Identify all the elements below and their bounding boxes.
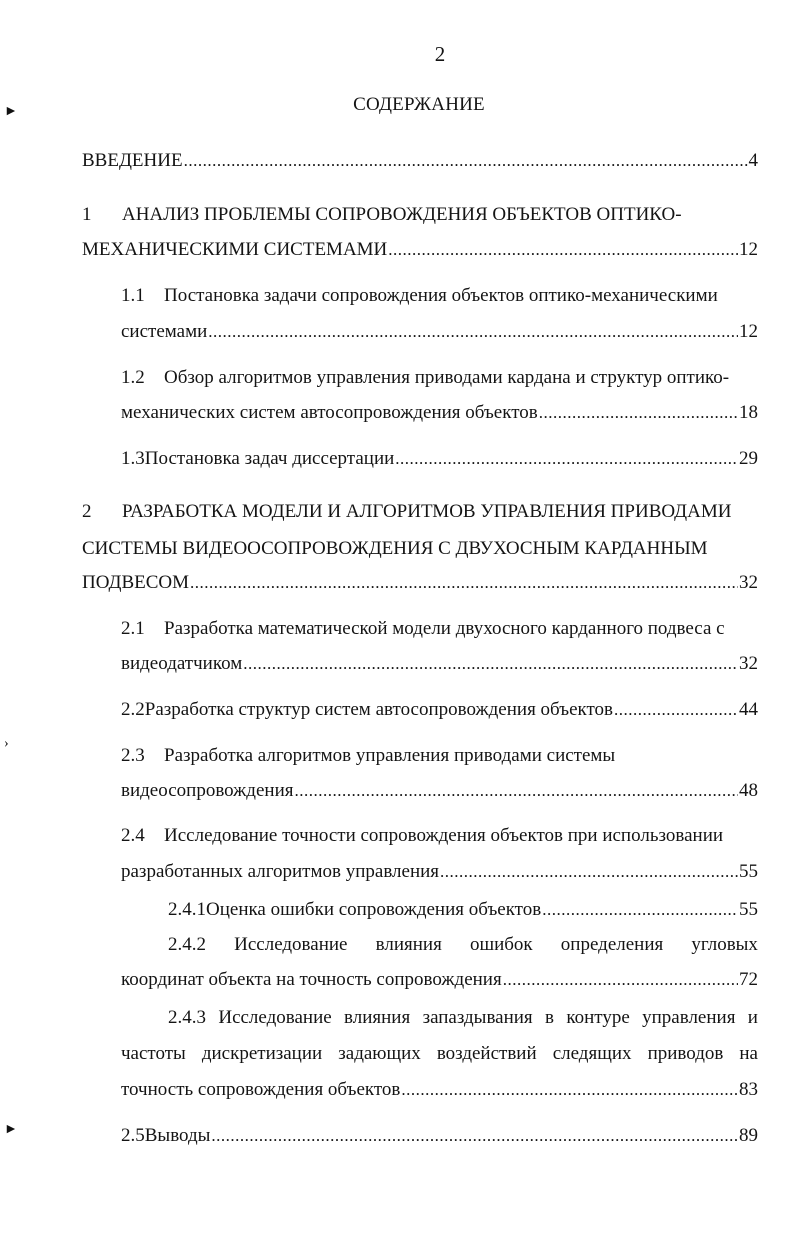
toc-chapter-1-line-2[interactable] <box>82 236 758 264</box>
toc-section-1-1-line-2[interactable] <box>121 318 758 346</box>
toc-word: на <box>739 1043 758 1064</box>
toc-entry-text: Постановка задач диссертации <box>144 448 395 469</box>
toc-word: дискретизации <box>201 1043 323 1064</box>
toc-entry-text: видеодатчиком <box>121 653 243 674</box>
toc-page-number: 32 <box>739 653 758 674</box>
toc-entry-number: 2.4 <box>121 825 145 846</box>
toc-entry-number: 2.3 <box>121 745 145 766</box>
dot-leader <box>614 696 738 724</box>
toc-page-number: 55 <box>739 899 758 920</box>
dot-leader <box>208 318 738 346</box>
toc-entry-text: ВВЕДЕНИЕ <box>82 150 183 171</box>
toc-section-2-3-line-2[interactable] <box>121 777 758 805</box>
toc-page-number: 83 <box>739 1079 758 1100</box>
toc-entry-text: МЕХАНИЧЕСКИМИ СИСТЕМАМИ <box>82 239 388 260</box>
toc-entry-text: ПОДВЕСОМ <box>82 572 190 593</box>
toc-word: управления <box>642 1007 736 1028</box>
toc-word: задающих <box>338 1043 421 1064</box>
dot-leader <box>184 147 748 175</box>
toc-page-number: 4 <box>748 150 758 171</box>
toc-word: приводов <box>647 1043 724 1064</box>
toc-page-number: 12 <box>739 321 758 342</box>
toc-entry-text: СИСТЕМЫ ВИДЕООСОПРОВОЖДЕНИЯ С ДВУХОСНЫМ КАРДАННЫМ <box>82 538 708 559</box>
toc-chapter-2-line-2[interactable] <box>82 535 758 563</box>
toc-page-number: 12 <box>739 239 758 260</box>
toc-section-2-4-line-1[interactable] <box>121 822 758 850</box>
toc-page-number: 18 <box>739 402 758 423</box>
toc-entry-text: системами <box>121 321 208 342</box>
toc-word: влияния <box>375 934 442 955</box>
toc-page-number: 72 <box>739 969 758 990</box>
toc-page-number: 89 <box>739 1125 758 1146</box>
toc-word: частоты <box>121 1043 186 1064</box>
toc-section-1-2-line-1[interactable] <box>121 364 758 392</box>
dot-leader <box>294 777 738 805</box>
toc-word: в <box>545 1007 555 1028</box>
toc-entry-text: механических систем автосопровождения объектов <box>121 402 538 423</box>
toc-entry-number: 2.1 <box>121 618 145 639</box>
toc-subsection-2-4-3-line-1[interactable] <box>168 1004 758 1032</box>
toc-word: воздействий <box>436 1043 537 1064</box>
toc-entry-text: Выводы <box>144 1125 211 1146</box>
toc-section-2-3-line-1[interactable] <box>121 742 758 770</box>
toc-word: ошибок <box>469 934 533 955</box>
toc-word: угловых <box>691 934 758 955</box>
toc-entry-text: точность сопровождения объектов <box>121 1079 401 1100</box>
toc-entry-number: 1.3 <box>121 448 145 469</box>
toc-chapter-1-line-1[interactable] <box>82 201 758 229</box>
dot-leader <box>401 1076 738 1104</box>
page-title: СОДЕРЖАНИЕ <box>353 94 485 115</box>
toc-word: контуре <box>566 1007 630 1028</box>
dot-leader <box>388 236 738 264</box>
toc-entry-text: Исследование точности сопровождения объектов при использовании <box>164 825 724 846</box>
toc-entry-text: Обзор алгоритмов управления приводами кардана и структур оптико- <box>164 367 730 388</box>
toc-chapter-2-line-1[interactable] <box>82 498 758 526</box>
toc-section-2-4-line-2[interactable] <box>121 858 758 886</box>
toc-subsection-2-4-3-line-3[interactable] <box>121 1076 758 1104</box>
toc-section-1-3[interactable] <box>121 445 758 473</box>
toc-word: Исследование <box>218 1007 332 1028</box>
toc-entry-number: 2.4.2 <box>168 934 206 955</box>
toc-section-1-1-line-1[interactable] <box>121 282 758 310</box>
dot-leader <box>542 896 738 924</box>
toc-word: влияния <box>344 1007 411 1028</box>
toc-entry-number: 2 <box>82 501 92 522</box>
dot-leader <box>211 1122 738 1150</box>
toc-page-number: 48 <box>739 780 758 801</box>
toc-page-number: 32 <box>739 572 758 593</box>
toc-entry-intro[interactable] <box>82 147 758 175</box>
dot-leader <box>190 569 738 597</box>
toc-chapter-2-line-3[interactable] <box>82 569 758 597</box>
toc-entry-text: разработанных алгоритмов управления <box>121 861 440 882</box>
dot-leader <box>503 966 738 994</box>
toc-entry-text: Разработка алгоритмов управления приводами системы <box>164 745 616 766</box>
dot-leader <box>395 445 738 473</box>
toc-entry-text: координат объекта на точность сопровождения <box>121 969 502 990</box>
page-number: 2 <box>434 42 446 66</box>
toc-word: запаздывания <box>422 1007 533 1028</box>
toc-subsection-2-4-2-line-1[interactable] <box>168 931 758 959</box>
toc-entry-number: 1.2 <box>121 367 145 388</box>
toc-page-number: 29 <box>739 448 758 469</box>
toc-entry-number: 2.2 <box>121 699 145 720</box>
toc-entry-number: 2.5 <box>121 1125 145 1146</box>
toc-subsection-2-4-3-line-2[interactable] <box>121 1040 758 1068</box>
toc-page-number: 55 <box>739 861 758 882</box>
scan-mark-bottom: ► <box>4 1122 18 1137</box>
toc-section-1-2-line-2[interactable] <box>121 399 758 427</box>
dot-leader <box>243 650 738 678</box>
toc-entry-number: 2.4.1 <box>168 899 206 920</box>
toc-entry-text: Постановка задачи сопровождения объектов оптико-механическими <box>164 285 718 306</box>
dot-leader <box>440 858 738 886</box>
toc-entry-text: видеосопровождения <box>121 780 294 801</box>
toc-entry-text: Разработка математической модели двухосного карданного подвеса с <box>164 618 725 639</box>
toc-word: и <box>747 1007 758 1028</box>
toc-entry-text: Разработка структур систем автосопровождения объектов <box>144 699 614 720</box>
toc-entry-number: 1 <box>82 204 92 225</box>
toc-entry-number: 1.1 <box>121 285 145 306</box>
toc-word: Исследование <box>234 934 348 955</box>
toc-word: определения <box>560 934 664 955</box>
toc-word: следящих <box>552 1043 632 1064</box>
scan-mark-top: ► <box>4 104 18 119</box>
dot-leader <box>539 399 738 427</box>
toc-section-2-5[interactable] <box>121 1122 758 1150</box>
toc-subsection-2-4-2-line-2[interactable] <box>121 966 758 994</box>
toc-entry-number: 2.4.3 <box>168 1007 206 1028</box>
toc-page-number: 44 <box>739 699 758 720</box>
toc-section-2-1-line-1[interactable] <box>121 615 758 643</box>
toc-section-2-1-line-2[interactable] <box>121 650 758 678</box>
toc-section-2-2[interactable] <box>121 696 758 724</box>
scan-mark-middle: › <box>4 736 9 751</box>
toc-entry-text: РАЗРАБОТКА МОДЕЛИ И АЛГОРИТМОВ УПРАВЛЕНИЯ ПРИВОДАМИ <box>122 501 732 522</box>
toc-entry-text: Оценка ошибки сопровождения объектов <box>206 899 542 920</box>
toc-entry-text: АНАЛИЗ ПРОБЛЕМЫ СОПРОВОЖДЕНИЯ ОБЪЕКТОВ ОПТИКО- <box>122 204 682 225</box>
toc-subsection-2-4-1[interactable] <box>121 896 758 924</box>
